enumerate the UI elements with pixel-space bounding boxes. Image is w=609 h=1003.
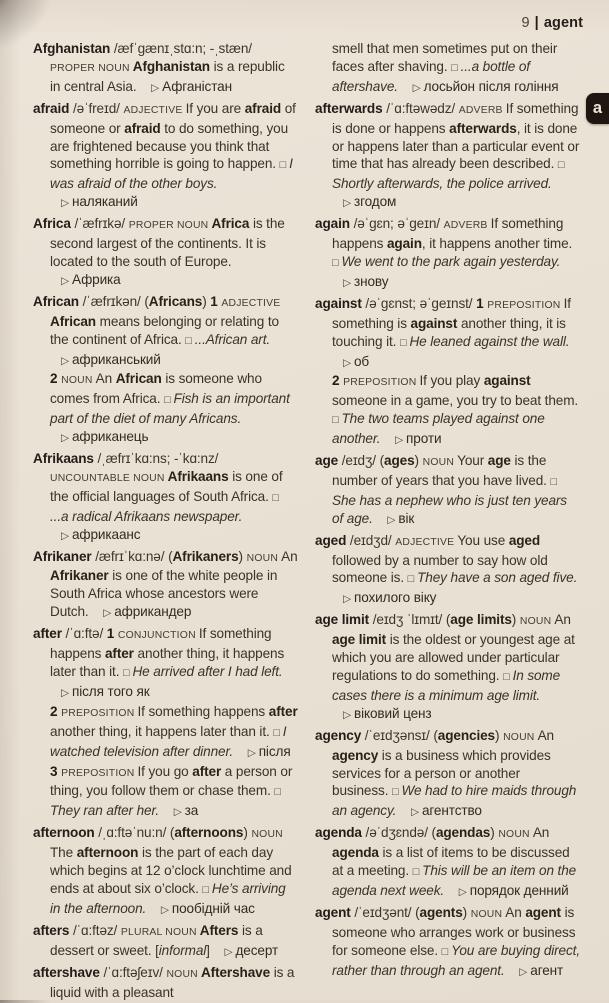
entry-text: is a list of items to be discussed at a meeting. bbox=[332, 845, 570, 879]
translation-text: наляканий bbox=[71, 194, 138, 210]
example-text: ...African art. bbox=[194, 331, 271, 347]
entry-text: after bbox=[268, 703, 298, 719]
translation-text: африкандер bbox=[114, 604, 192, 620]
translation-text: агент bbox=[530, 962, 564, 978]
headword: agent bbox=[315, 904, 351, 920]
pronunciation: /əˈfreɪd/ bbox=[69, 100, 124, 116]
entry-afrikaans bbox=[33, 450, 298, 546]
translation-marker-icon: ▷ bbox=[343, 708, 351, 721]
headword: African bbox=[33, 293, 79, 309]
entry-text: An bbox=[505, 904, 526, 920]
headword: Afghanistan bbox=[33, 41, 111, 56]
pronunciation: /eɪdʒ/ bbox=[338, 453, 380, 469]
part-of-speech-label: NOUN bbox=[498, 829, 533, 841]
entry-text: another thing, it happens later than it. bbox=[50, 723, 274, 739]
entry-against bbox=[315, 295, 580, 450]
part-of-speech-label: ADVERB bbox=[443, 220, 491, 232]
translation-marker-icon: ▷ bbox=[343, 356, 351, 369]
entry-text: another thing, it is touching it. bbox=[332, 315, 566, 349]
part-of-speech-label: CONJUNCTION bbox=[117, 630, 199, 642]
entry-text: ( bbox=[168, 548, 173, 564]
example-text: We had to hire maids through an agency. bbox=[332, 783, 577, 819]
headword: afters bbox=[33, 922, 70, 938]
entry-aged bbox=[315, 532, 580, 610]
example-marker-icon: □ bbox=[412, 866, 423, 879]
part-of-speech-label: ADJECTIVE bbox=[395, 536, 458, 548]
entry-text: An bbox=[554, 612, 571, 628]
translation-text: об bbox=[353, 353, 370, 369]
translation-text: похилого віку bbox=[353, 590, 437, 606]
page-header bbox=[0, 14, 583, 32]
example-text: I was afraid of the other boys. bbox=[50, 156, 293, 192]
translation-marker-icon: ▷ bbox=[343, 197, 351, 210]
entry-text: ] bbox=[206, 942, 214, 958]
entry-text: ( bbox=[169, 825, 175, 841]
translation-text: за bbox=[184, 803, 199, 819]
entry-text: , it happens another time. bbox=[421, 236, 573, 252]
example-marker-icon: □ bbox=[557, 159, 565, 172]
entry-text: ) bbox=[202, 293, 211, 309]
pronunciation: /ˌæfrɪˈkɑ:ns; -ˈkɑ:nz/ bbox=[93, 451, 219, 467]
entry-text: An bbox=[537, 727, 554, 743]
translation-text: знову bbox=[353, 273, 389, 289]
entry-text: An bbox=[532, 825, 550, 841]
entry-text: to do something, you are frightened because you think that something horrible is going to happen. bbox=[50, 120, 289, 172]
translation-text: вік bbox=[398, 510, 415, 526]
headword: agenda bbox=[315, 825, 362, 841]
entry-age bbox=[315, 452, 580, 530]
pronunciation: /ˈæfrɪkə/ bbox=[70, 216, 129, 232]
translation-marker-icon: ▷ bbox=[343, 593, 351, 606]
example-text: She has a nephew who is just ten years of age. bbox=[332, 492, 567, 526]
entry-text: ) bbox=[243, 825, 252, 841]
part-of-speech-label: PREPOSITION bbox=[61, 707, 138, 719]
headword: Afrikaans bbox=[33, 451, 94, 467]
example-text: They ran after her. bbox=[50, 803, 163, 819]
entry-text: An bbox=[281, 548, 298, 564]
part-of-speech-label: NOUN bbox=[246, 552, 282, 564]
entry-text: African bbox=[115, 371, 162, 387]
headword: Afrikaner bbox=[33, 548, 92, 564]
pronunciation: /əˈdʒɛndə/ bbox=[361, 825, 432, 841]
entry-after bbox=[33, 625, 298, 822]
entry-text: someone in a game, you try to beat them. bbox=[332, 393, 579, 409]
part-of-speech-label: PREPOSITION bbox=[343, 377, 420, 389]
part-of-speech-label: PROPER NOUN bbox=[50, 62, 133, 74]
entry-text: age limits bbox=[450, 612, 512, 628]
translation-text: порядок денний bbox=[469, 882, 569, 898]
example-text: ...a radical Afrikaans newspaper. bbox=[50, 508, 243, 524]
translation-text: після того як bbox=[71, 683, 150, 699]
entry-text: ) bbox=[511, 612, 520, 628]
headword: after bbox=[33, 626, 62, 642]
entry-text: If something is bbox=[332, 295, 571, 331]
entry-text: agenda bbox=[332, 845, 379, 861]
entry-text: followed by a number to say how old someone is. bbox=[332, 552, 548, 586]
entry-text: afternoon bbox=[76, 845, 139, 861]
translation-text: лосьйон після гоління bbox=[423, 78, 559, 94]
example-marker-icon: □ bbox=[279, 159, 290, 172]
translation-marker-icon: ▷ bbox=[247, 746, 256, 759]
entry-text: If you are bbox=[185, 100, 245, 116]
example-text: This will be an item on the agenda next week. bbox=[332, 863, 577, 898]
translation-text: пообідній час bbox=[171, 900, 255, 916]
entry-text: is one of the white people in South Africa whose ancestors were Dutch. bbox=[50, 568, 278, 620]
entry-text: ( bbox=[144, 293, 149, 309]
translation-text: проти bbox=[406, 431, 442, 447]
entry-text: ( bbox=[379, 453, 385, 469]
headword: afraid bbox=[33, 100, 70, 116]
part-of-speech-label: NOUN bbox=[519, 616, 555, 628]
translation-marker-icon: ▷ bbox=[224, 945, 233, 958]
pronunciation: /eɪdʒd/ bbox=[346, 532, 396, 548]
entry-text: is a dessert or sweet. [ bbox=[50, 922, 263, 958]
pronunciation: /ˈeɪdʒənt/ bbox=[350, 904, 416, 920]
headword: agency bbox=[315, 727, 362, 743]
entry-text: afternoons bbox=[174, 825, 244, 841]
entry-text: ( bbox=[445, 612, 451, 628]
entry-text: If something happens bbox=[137, 703, 269, 719]
entry-afternoon bbox=[33, 824, 298, 920]
example-marker-icon: □ bbox=[399, 336, 410, 349]
example-marker-icon: □ bbox=[274, 786, 281, 799]
right-column bbox=[315, 40, 580, 1003]
entry-text: aged bbox=[508, 532, 541, 548]
entry-text: The bbox=[50, 845, 77, 861]
entry-text: afraid bbox=[124, 120, 161, 136]
example-text: ...a bottle of aftershave. bbox=[332, 58, 530, 94]
entry-text: 1 bbox=[106, 626, 118, 642]
left-column bbox=[33, 40, 298, 1003]
translation-text: віковий ценз bbox=[353, 705, 432, 721]
entry-aftershave bbox=[33, 964, 298, 1002]
example-text: Shortly afterwards, the police arrived. bbox=[332, 176, 552, 192]
translation-text: африканський bbox=[71, 351, 161, 367]
entry-text: ) bbox=[495, 727, 504, 743]
part-of-speech-label: NOUN bbox=[470, 908, 506, 920]
entry-text: 2 bbox=[332, 373, 344, 389]
headword: against bbox=[315, 295, 362, 311]
part-of-speech-label: PREPOSITION bbox=[61, 767, 138, 779]
translation-text: згодом bbox=[353, 194, 397, 210]
entry-text: a person or thing, you follow them or chase them. bbox=[50, 763, 293, 799]
entry-text: If something happens bbox=[332, 216, 564, 252]
entry-afrikaner bbox=[33, 548, 298, 624]
entry-agenda bbox=[315, 824, 580, 902]
part-of-speech-label: NOUN bbox=[166, 968, 201, 980]
headword: afternoon bbox=[33, 825, 95, 841]
translation-text: десерт bbox=[235, 942, 279, 958]
entry-text: after bbox=[104, 646, 134, 662]
part-of-speech-label: ADJECTIVE bbox=[123, 104, 186, 116]
translation-marker-icon: ▷ bbox=[387, 513, 396, 526]
entry-text: , it is done or happens later than a particular event or time that has already been described. bbox=[332, 120, 580, 172]
headword: age limit bbox=[315, 612, 370, 628]
example-text: He arrived after I had left. bbox=[132, 664, 283, 679]
example-text: I watched television after dinner. bbox=[50, 723, 287, 759]
entry-text: is the oldest or youngest age at which you are allowed under particular regulations to do something. bbox=[332, 632, 575, 683]
entry-text: Africans bbox=[148, 293, 203, 309]
headword: afterwards bbox=[315, 100, 383, 116]
guide-word: agent bbox=[543, 15, 583, 31]
pronunciation: /æfrɪˈkɑ:nə/ bbox=[91, 548, 169, 564]
entry-text: African bbox=[50, 313, 96, 329]
part-of-speech-label: PREPOSITION bbox=[487, 299, 564, 311]
entry-text: ( bbox=[431, 825, 436, 841]
translation-marker-icon: ▷ bbox=[458, 885, 467, 898]
entry-text: An bbox=[95, 371, 116, 387]
entry-aftershave-continuation bbox=[315, 40, 580, 98]
entry-africa bbox=[33, 215, 298, 291]
entry-text: You use bbox=[457, 532, 509, 548]
entry-afters bbox=[33, 922, 298, 962]
part-of-speech-label: UNCOUNTABLE NOUN bbox=[50, 472, 168, 484]
example-text: informal bbox=[158, 942, 207, 958]
entry-text: Afrikaans bbox=[167, 468, 229, 484]
dictionary-columns bbox=[33, 40, 580, 1003]
entry-text: age bbox=[487, 453, 511, 469]
entry-text: after bbox=[192, 763, 222, 779]
translation-marker-icon: ▷ bbox=[61, 686, 69, 699]
part-of-speech-label: ADJECTIVE bbox=[221, 297, 281, 309]
entry-text: If you go bbox=[137, 763, 193, 779]
translation-marker-icon: ▷ bbox=[61, 274, 69, 287]
entry-text: is someone who comes from Africa. bbox=[50, 371, 262, 407]
entry-text: ) bbox=[414, 453, 423, 469]
pronunciation: /ˌɑ:ftəˈnu:n/ bbox=[94, 825, 170, 841]
translation-text: агентство bbox=[421, 803, 482, 819]
translation-marker-icon: ▷ bbox=[395, 434, 404, 447]
entry-again bbox=[315, 215, 580, 293]
entry-text: 2 bbox=[50, 703, 62, 719]
entry-text: is one of the official languages of South Africa. bbox=[50, 468, 283, 504]
entry-text: ) bbox=[462, 904, 471, 920]
part-of-speech-label: ADVERB bbox=[458, 104, 506, 116]
example-marker-icon: □ bbox=[550, 475, 558, 488]
example-text: He leaned against the wall. bbox=[409, 333, 570, 349]
entry-text: afraid bbox=[244, 100, 282, 116]
entry-text: Your bbox=[457, 453, 488, 469]
pronunciation: /ˈɑ:ftəʃeɪv/ bbox=[99, 964, 167, 980]
pronunciation: /æfˈɡænɪˌstɑ:n; -ˌstæn/ bbox=[110, 41, 252, 56]
entry-afghanistan bbox=[33, 40, 298, 98]
pronunciation: /eɪdʒ ˈlɪmɪt/ bbox=[369, 612, 446, 628]
translation-text: Африка bbox=[71, 271, 121, 287]
letter-a-label: a bbox=[592, 99, 603, 117]
entry-text: If something is done or happens bbox=[332, 100, 579, 136]
entry-age-limit bbox=[315, 611, 580, 724]
entry-text: Afrikaners bbox=[172, 548, 239, 564]
translation-text: після bbox=[258, 743, 291, 759]
example-text: You are buying direct, rather than through an agent. bbox=[332, 942, 580, 978]
entry-text: smell that men sometimes put on their faces after shaving. bbox=[332, 41, 558, 74]
example-marker-icon: □ bbox=[451, 61, 461, 74]
example-text: He’s arriving in the afternoon. bbox=[50, 880, 286, 916]
pronunciation: /ˈɑ:ftəz/ bbox=[69, 922, 121, 938]
example-text: The two teams played against one another. bbox=[332, 411, 545, 447]
translation-marker-icon: ▷ bbox=[160, 903, 169, 916]
pronunciation: /ˈɑ:ftəwədz/ bbox=[382, 100, 459, 116]
translation-text: Афганістан bbox=[162, 78, 233, 94]
part-of-speech-label: NOUN bbox=[251, 829, 283, 841]
translation-marker-icon: ▷ bbox=[61, 432, 69, 445]
entry-text: is a republic in central Asia. bbox=[50, 58, 285, 94]
part-of-speech-label: NOUN bbox=[61, 375, 96, 387]
part-of-speech-label: NOUN bbox=[422, 457, 458, 469]
entry-text: agency bbox=[332, 747, 379, 763]
entry-text: agencies bbox=[437, 727, 495, 743]
pronunciation: /ˈeɪdʒənsɪ/ bbox=[361, 727, 434, 743]
example-text: We went to the park again yesterday. bbox=[341, 253, 561, 269]
example-marker-icon: □ bbox=[332, 414, 342, 427]
entry-text: Africa bbox=[211, 216, 250, 232]
headword: Africa bbox=[33, 216, 71, 232]
entry-text: agents bbox=[419, 904, 463, 920]
example-marker-icon: □ bbox=[272, 491, 279, 504]
entry-text: afterwards bbox=[449, 120, 517, 136]
entry-text: age limit bbox=[332, 632, 387, 648]
entry-afterwards bbox=[315, 100, 580, 213]
pronunciation: /əˈɡɛnst; əˈɡeɪnst/ bbox=[361, 295, 477, 311]
example-text: In some cases there is a minimum age limit. bbox=[332, 668, 561, 703]
entry-text: ) bbox=[238, 548, 247, 564]
example-text: They have a son aged five. bbox=[417, 570, 578, 586]
pronunciation: /ˈæfrɪkən/ bbox=[79, 293, 145, 309]
entry-text: is someone who arranges work or business for someone else. bbox=[332, 904, 576, 958]
entry-text: ) bbox=[490, 825, 499, 841]
entry-text: is the second largest of the continents. It is located to the south of Europe. bbox=[50, 216, 285, 269]
entry-agency bbox=[315, 727, 580, 823]
part-of-speech-label: PROPER NOUN bbox=[128, 220, 212, 232]
entry-text: another thing, it happens later than it. bbox=[50, 646, 285, 679]
entry-text: is the part of each day which begins at 12 o’clock lunchtime and ends at about six o’clock. bbox=[50, 845, 292, 896]
entry-text: against bbox=[483, 373, 531, 389]
example-marker-icon: □ bbox=[185, 334, 195, 347]
entry-text: is a liquid with a pleasant bbox=[50, 964, 295, 1000]
translation-marker-icon: ▷ bbox=[410, 806, 419, 819]
entry-text: 3 bbox=[50, 763, 62, 779]
translation-marker-icon: ▷ bbox=[151, 81, 160, 94]
entry-text: means belonging or relating to the continent of Africa. bbox=[50, 313, 279, 347]
example-marker-icon: □ bbox=[503, 671, 513, 683]
example-marker-icon: □ bbox=[407, 573, 418, 586]
entry-text: against bbox=[410, 315, 458, 331]
entry-text: agendas bbox=[435, 825, 491, 841]
thumb-index-tab-a bbox=[586, 93, 609, 124]
entry-text: ( bbox=[415, 904, 420, 920]
entry-text: Afghanistan bbox=[132, 58, 210, 74]
entry-text: Afrikaner bbox=[50, 568, 109, 584]
translation-marker-icon: ▷ bbox=[173, 806, 182, 819]
entry-text: is a business which provides services for a person or another business. bbox=[332, 747, 551, 799]
translation-text: африканець bbox=[71, 429, 149, 445]
header-divider: | bbox=[534, 15, 539, 31]
translation-text: африкаанс bbox=[71, 526, 141, 542]
part-of-speech-label: PLURAL NOUN bbox=[120, 926, 200, 938]
example-marker-icon: □ bbox=[273, 726, 283, 739]
entry-text: is the number of years that you have lived. bbox=[332, 453, 551, 488]
entry-text: again bbox=[386, 236, 422, 252]
page-number: 9 bbox=[521, 15, 530, 31]
pronunciation: /ˈɑ:ftə/ bbox=[61, 626, 107, 642]
pronunciation: /əˈɡɛn; əˈɡeɪn/ bbox=[349, 216, 444, 232]
translation-marker-icon: ▷ bbox=[519, 965, 528, 978]
entry-agent bbox=[315, 904, 580, 982]
headword: aftershave bbox=[33, 964, 100, 980]
entry-text: Afters bbox=[199, 922, 239, 938]
example-marker-icon: □ bbox=[123, 667, 133, 679]
translation-marker-icon: ▷ bbox=[412, 81, 421, 94]
example-marker-icon: □ bbox=[392, 786, 402, 799]
entry-afraid bbox=[33, 100, 298, 213]
translation-marker-icon: ▷ bbox=[343, 276, 351, 289]
entry-text: 1 bbox=[476, 295, 488, 311]
entry-text: Aftershave bbox=[200, 964, 271, 980]
entry-text: 1 bbox=[210, 293, 222, 309]
example-marker-icon: □ bbox=[202, 883, 212, 896]
entry-text: ages bbox=[384, 453, 415, 469]
entry-text: 2 bbox=[50, 371, 62, 387]
entry-text: If something happens bbox=[50, 626, 272, 662]
entry-text: of someone or bbox=[50, 100, 296, 136]
translation-marker-icon: ▷ bbox=[61, 197, 69, 210]
translation-marker-icon: ▷ bbox=[61, 354, 69, 367]
example-marker-icon: □ bbox=[332, 256, 342, 269]
entry-african bbox=[33, 293, 298, 448]
translation-marker-icon: ▷ bbox=[61, 529, 69, 542]
part-of-speech-label: NOUN bbox=[503, 731, 538, 743]
example-marker-icon: □ bbox=[441, 945, 452, 958]
entry-text: If you play bbox=[419, 373, 484, 389]
translation-marker-icon: ▷ bbox=[103, 607, 112, 620]
headword: again bbox=[315, 216, 350, 232]
entry-text: ( bbox=[433, 727, 438, 743]
example-text: Fish is an important part of the diet of many Africans. bbox=[50, 391, 290, 427]
headword: age bbox=[315, 453, 339, 469]
example-marker-icon: □ bbox=[164, 394, 174, 407]
headword: aged bbox=[315, 532, 347, 548]
entry-text: agent bbox=[525, 904, 561, 920]
